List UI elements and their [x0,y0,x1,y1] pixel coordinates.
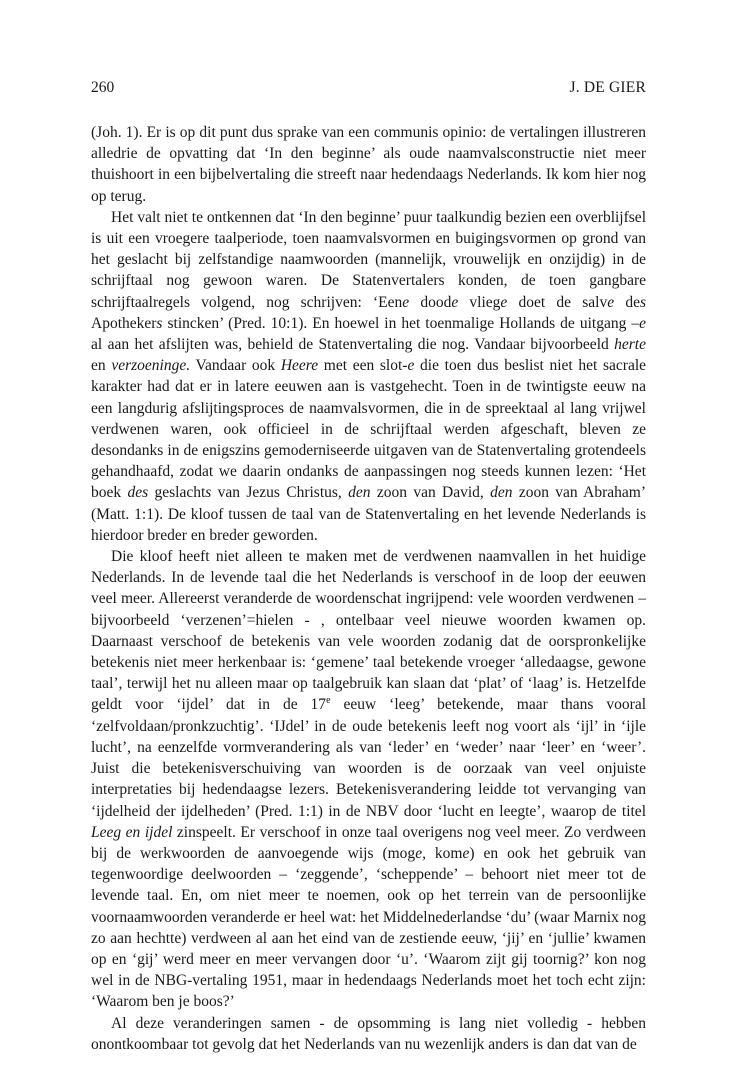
text-segment: zinspeelt. Er verschoof in onze taal overigens nog veel meer. Zo verdween bij de werkwoorden de aanvoegende wijs (mog [91,823,647,862]
italic-text: den [490,484,513,502]
italic-text: s [205,484,212,502]
text-segment: vlieg [458,293,501,311]
italic-text: –e [631,314,646,332]
italic-text: Heere [280,357,319,375]
text-segment: Apotheker [91,314,157,332]
italic-text: Leeg en ijdel [91,823,173,841]
text-segment: met een slot- [318,357,408,375]
text-segment: dood [409,293,452,311]
text-segment: van Jezus Christus, [211,484,349,502]
italic-text: e [402,293,410,311]
paragraph [91,122,646,207]
text-segment: de [614,293,640,311]
italic-text: e [407,357,415,375]
page-number: 260 [91,79,115,96]
italic-text: s [156,314,163,332]
text-segment: (Joh. 1). Er is op dit punt dus sprake van een communis opinio: de vertalingen illustreren alledrie de opvatting dat ‘In den beginne’ als oude naamvalsconstructie niet meer thuishoort in een bijbelvertaling die streeft naar hedendaags Nederlands. Ik kom hier nog op terug. [91,124,646,205]
text-segment: zoon van David, [370,484,491,502]
paragraph [91,207,646,546]
italic-text: herte [614,336,646,354]
body-text [91,122,646,1055]
text-segment: zoon van Abraham’ (Matt. 1:1). De kloof tussen de taal van de Statenvertaling en het levende Nederlands is hierdoor breder en breder geworden. [91,484,646,544]
text-segment: Vandaar ook [190,357,281,375]
text-segment: geslacht [148,484,206,502]
paragraph [91,546,646,1012]
text-segment: die toen dus beslist niet het sacrale karakter had dat er in latere eeuwen aan is vastgehecht. Toen in de twintigste eeuw na een langdurig afslijtingsproces de naamvalsvormen, die in de spreektaal al lang vrijwel verdwenen waren, ook officieel in de schrijftaal werden afgeschaft, bleven ze desondanks in de enigszins gemoderniseerde uitgaven van de Statenvertaling grotendeels gehandhaafd, zodat we daarin ondanks de aanpassingen nog steeds kunnen lezen: ‘Het boek [91,357,647,502]
text-segment: ) en ook het gebruik van tegenwoordige deelwoorden – ‘zeggende’, ‘scheppende’ – behoort niet meer tot de levende taal. En, om niet meer te noemen, ook op het terrein van de persoonlijke voornaamwoorden veranderde er heel wat: het Middelnederlandse ‘du’ (waar Marnix nog zo aan hechtte) verdween al aan het eind van de zestiende eeuw, ‘jij’ en ‘jullie’ kwamen op en ‘gij’ werd meer en meer vervangen door ‘u’. ‘Waarom zijt gij toornig?’ kon nog wel in de NBG-vertaling 1951, maar in hedendaags Nederlands moet het toch echt zijn: ‘Waarom ben je boos?’ [91,844,646,1011]
text-segment: al aan het afslijten was, behield de Statenvertaling die nog. Vandaar bijvoorbeeld [91,336,615,354]
text-segment: Die kloof heeft niet alleen te maken met de verdwenen naamvallen in het huidige Nederlands. In de levende taal die het Nederlands is verschoof in de loop der eeuwen veel meer. Allereerst veranderde de woordenschat ingrijpend: vele woorden verdwenen – bijvoorbeeld ‘verzenen’=hielen - , ontelbaar veel nieuwe woorden kwamen op. Daarnaast verschoof de betekenis van vele woorden zodanig dat de oorspronkelijke betekenis niet meer herkenbaar is: ‘gemene’ taal betekende vroeger ‘alledaagse, gewone taal’, terwijl het nu alleen maar op taalgebruik kan slaan dat ‘plat’ of ‘laag’ is. Hetzelfde geldt voor ‘ijdel’ dat in de 17 [91,548,646,714]
text-segment: doet de salv [507,293,608,311]
paragraph [91,1013,646,1055]
superscript-text: e [326,695,331,707]
italic-text: verzoeninge. [111,357,191,375]
italic-text: e [451,293,459,311]
text-segment: stincken’ (Pred. 10:1). En hoewel in het toenmalige Hollands de uitgang [162,314,632,332]
italic-text: des [127,484,149,502]
running-title: J. DE GIER [569,79,646,96]
italic-text: e [500,293,508,311]
italic-text: den [348,484,371,502]
text-segment: en [91,357,112,375]
italic-text: e, [415,844,426,862]
italic-text: e [607,293,615,311]
text-segment: Het valt niet te ontkennen dat ‘In den beginne’ puur taalkundig bezien een overblijfsel is uit een vroegere taalperiode, toen naamvalsvormen en buigingsvormen op grond van het geslacht bij zelfstandige naamwoorden (mannelijk, vrouwelijk en onzijdig) in de schrijftaal nog gewoon waren. De Statenvertalers konden, de toen gangbare schrijftaalregels volgend, nog schrijven: ‘Een [91,208,646,311]
italic-text: e [462,844,470,862]
text-segment: Al deze veranderingen samen - de opsomming is lang niet volledig - hebben onontkoombaar tot gevolg dat het Nederlands van nu wezenlijk anders is dan dat van de [91,1014,646,1053]
text-segment: eeuw ‘leeg’ betekende, maar thans vooral ‘zelfvoldaan/pronkzuchtig’. ‘IJdel’ in de oude betekenis leeft nog voort als ‘ijl’ in ‘ijle lucht’, na eenzelfde vormverandering als van ‘leder’ en ‘weder’ naar ‘leer’ en ‘weer’. Juist die betekenisverschuiving van woorden is de oorzaak van veel onjuiste interpretaties bij hedendaagse lezers. Betekenisverandering leidde tot vervanging van ‘ijdelheid der ijdelheden’ (Pred. 1:1) in de NBV door ‘lucht en leegte’, waarop de titel [91,696,647,820]
italic-text: s [639,293,646,311]
text-segment: kom [425,844,463,862]
